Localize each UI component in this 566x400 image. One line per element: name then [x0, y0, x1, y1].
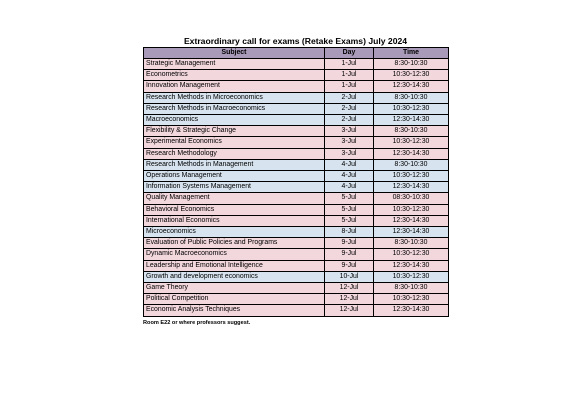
time-cell: 12:30-14:30	[374, 215, 449, 226]
day-cell: 3-Jul	[325, 137, 374, 148]
time-cell: 10:30-12:30	[374, 137, 449, 148]
day-cell: 3-Jul	[325, 148, 374, 159]
day-cell: 2-Jul	[325, 103, 374, 114]
time-cell: 12:30-14:30	[374, 305, 449, 316]
table-row	[144, 305, 449, 316]
time-cell: 8:30-10:30	[374, 283, 449, 294]
day-cell: 1-Jul	[325, 59, 374, 70]
subject-cell: Microeconomics	[144, 227, 325, 238]
table-row	[144, 137, 449, 148]
table-row	[144, 148, 449, 159]
time-cell: 8:30-10:30	[374, 126, 449, 137]
time-cell: 12:30-14:30	[374, 182, 449, 193]
subject-cell: Game Theory	[144, 283, 325, 294]
column-header-subject: Subject	[144, 48, 325, 59]
table-row	[144, 260, 449, 271]
table-row	[144, 126, 449, 137]
time-cell: 8:30-10:30	[374, 92, 449, 103]
day-cell: 12-Jul	[325, 305, 374, 316]
time-cell: 12:30-14:30	[374, 115, 449, 126]
time-cell: 10:30-12:30	[374, 171, 449, 182]
table-row	[144, 70, 449, 81]
table-row	[144, 182, 449, 193]
time-cell: 12:30-14:30	[374, 81, 449, 92]
day-cell: 9-Jul	[325, 260, 374, 271]
subject-cell: Research Methods in Microeconomics	[144, 92, 325, 103]
subject-cell: Macroeconomics	[144, 115, 325, 126]
table-row	[144, 159, 449, 170]
subject-cell: International Economics	[144, 215, 325, 226]
subject-cell: Research Methods in Management	[144, 159, 325, 170]
time-cell: 08:30-10:30	[374, 193, 449, 204]
subject-cell: Operations Management	[144, 171, 325, 182]
table-row	[144, 171, 449, 182]
day-cell: 5-Jul	[325, 215, 374, 226]
exam-table	[143, 47, 449, 317]
table-row	[144, 215, 449, 226]
time-cell: 8:30-10:30	[374, 59, 449, 70]
subject-cell: Innovation Management	[144, 81, 325, 92]
time-cell: 10:30-12:30	[374, 271, 449, 282]
table-row	[144, 59, 449, 70]
subject-cell: Research Methodology	[144, 148, 325, 159]
column-header-time: Time	[374, 48, 449, 59]
table-row	[144, 294, 449, 305]
table-row	[144, 115, 449, 126]
day-cell: 4-Jul	[325, 159, 374, 170]
subject-cell: Quality Management	[144, 193, 325, 204]
time-cell: 12:30-14:30	[374, 260, 449, 271]
table-row	[144, 238, 449, 249]
table-row	[144, 81, 449, 92]
time-cell: 8:30-10:30	[374, 159, 449, 170]
subject-cell: Econometrics	[144, 70, 325, 81]
time-cell: 10:30-12:30	[374, 249, 449, 260]
table-row	[144, 103, 449, 114]
day-cell: 12-Jul	[325, 283, 374, 294]
subject-cell: Leadership and Emotional Intelligence	[144, 260, 325, 271]
subject-cell: Evaluation of Public Policies and Programs	[144, 238, 325, 249]
day-cell: 5-Jul	[325, 193, 374, 204]
day-cell: 2-Jul	[325, 92, 374, 103]
column-header-day: Day	[325, 48, 374, 59]
subject-cell: Information Systems Management	[144, 182, 325, 193]
subject-cell: Behavioral Economics	[144, 204, 325, 215]
table-row	[144, 249, 449, 260]
time-cell: 12:30-14:30	[374, 148, 449, 159]
day-cell: 3-Jul	[325, 126, 374, 137]
day-cell: 4-Jul	[325, 171, 374, 182]
day-cell: 1-Jul	[325, 81, 374, 92]
day-cell: 10-Jul	[325, 271, 374, 282]
day-cell: 12-Jul	[325, 294, 374, 305]
table-row	[144, 204, 449, 215]
time-cell: 10:30-12:30	[374, 204, 449, 215]
day-cell: 8-Jul	[325, 227, 374, 238]
time-cell: 10:30-12:30	[374, 103, 449, 114]
subject-cell: Strategic Management	[144, 59, 325, 70]
day-cell: 4-Jul	[325, 182, 374, 193]
subject-cell: Flexibility & Strategic Change	[144, 126, 325, 137]
day-cell: 1-Jul	[325, 70, 374, 81]
table-row	[144, 283, 449, 294]
room-note: Room E22 or where professors suggest.	[143, 319, 251, 326]
exam-schedule-sheet	[143, 36, 448, 327]
day-cell: 9-Jul	[325, 249, 374, 260]
table-row	[144, 193, 449, 204]
time-cell: 10:30-12:30	[374, 70, 449, 81]
time-cell: 8:30-10:30	[374, 238, 449, 249]
day-cell: 9-Jul	[325, 238, 374, 249]
time-cell: 12:30-14:30	[374, 227, 449, 238]
table-row	[144, 227, 449, 238]
time-cell: 10:30-12:30	[374, 294, 449, 305]
table-row	[144, 271, 449, 282]
subject-cell: Research Methods in Macroeconomics	[144, 103, 325, 114]
subject-cell: Economic Analysis Techniques	[144, 305, 325, 316]
day-cell: 2-Jul	[325, 115, 374, 126]
subject-cell: Experimental Economics	[144, 137, 325, 148]
table-row	[144, 92, 449, 103]
table-header-row	[144, 48, 449, 59]
subject-cell: Political Competition	[144, 294, 325, 305]
subject-cell: Growth and development economics	[144, 271, 325, 282]
page-title: Extraordinary call for exams (Retake Exams) July 2024	[183, 36, 408, 46]
subject-cell: Dynamic Macroeconomics	[144, 249, 325, 260]
day-cell: 5-Jul	[325, 204, 374, 215]
